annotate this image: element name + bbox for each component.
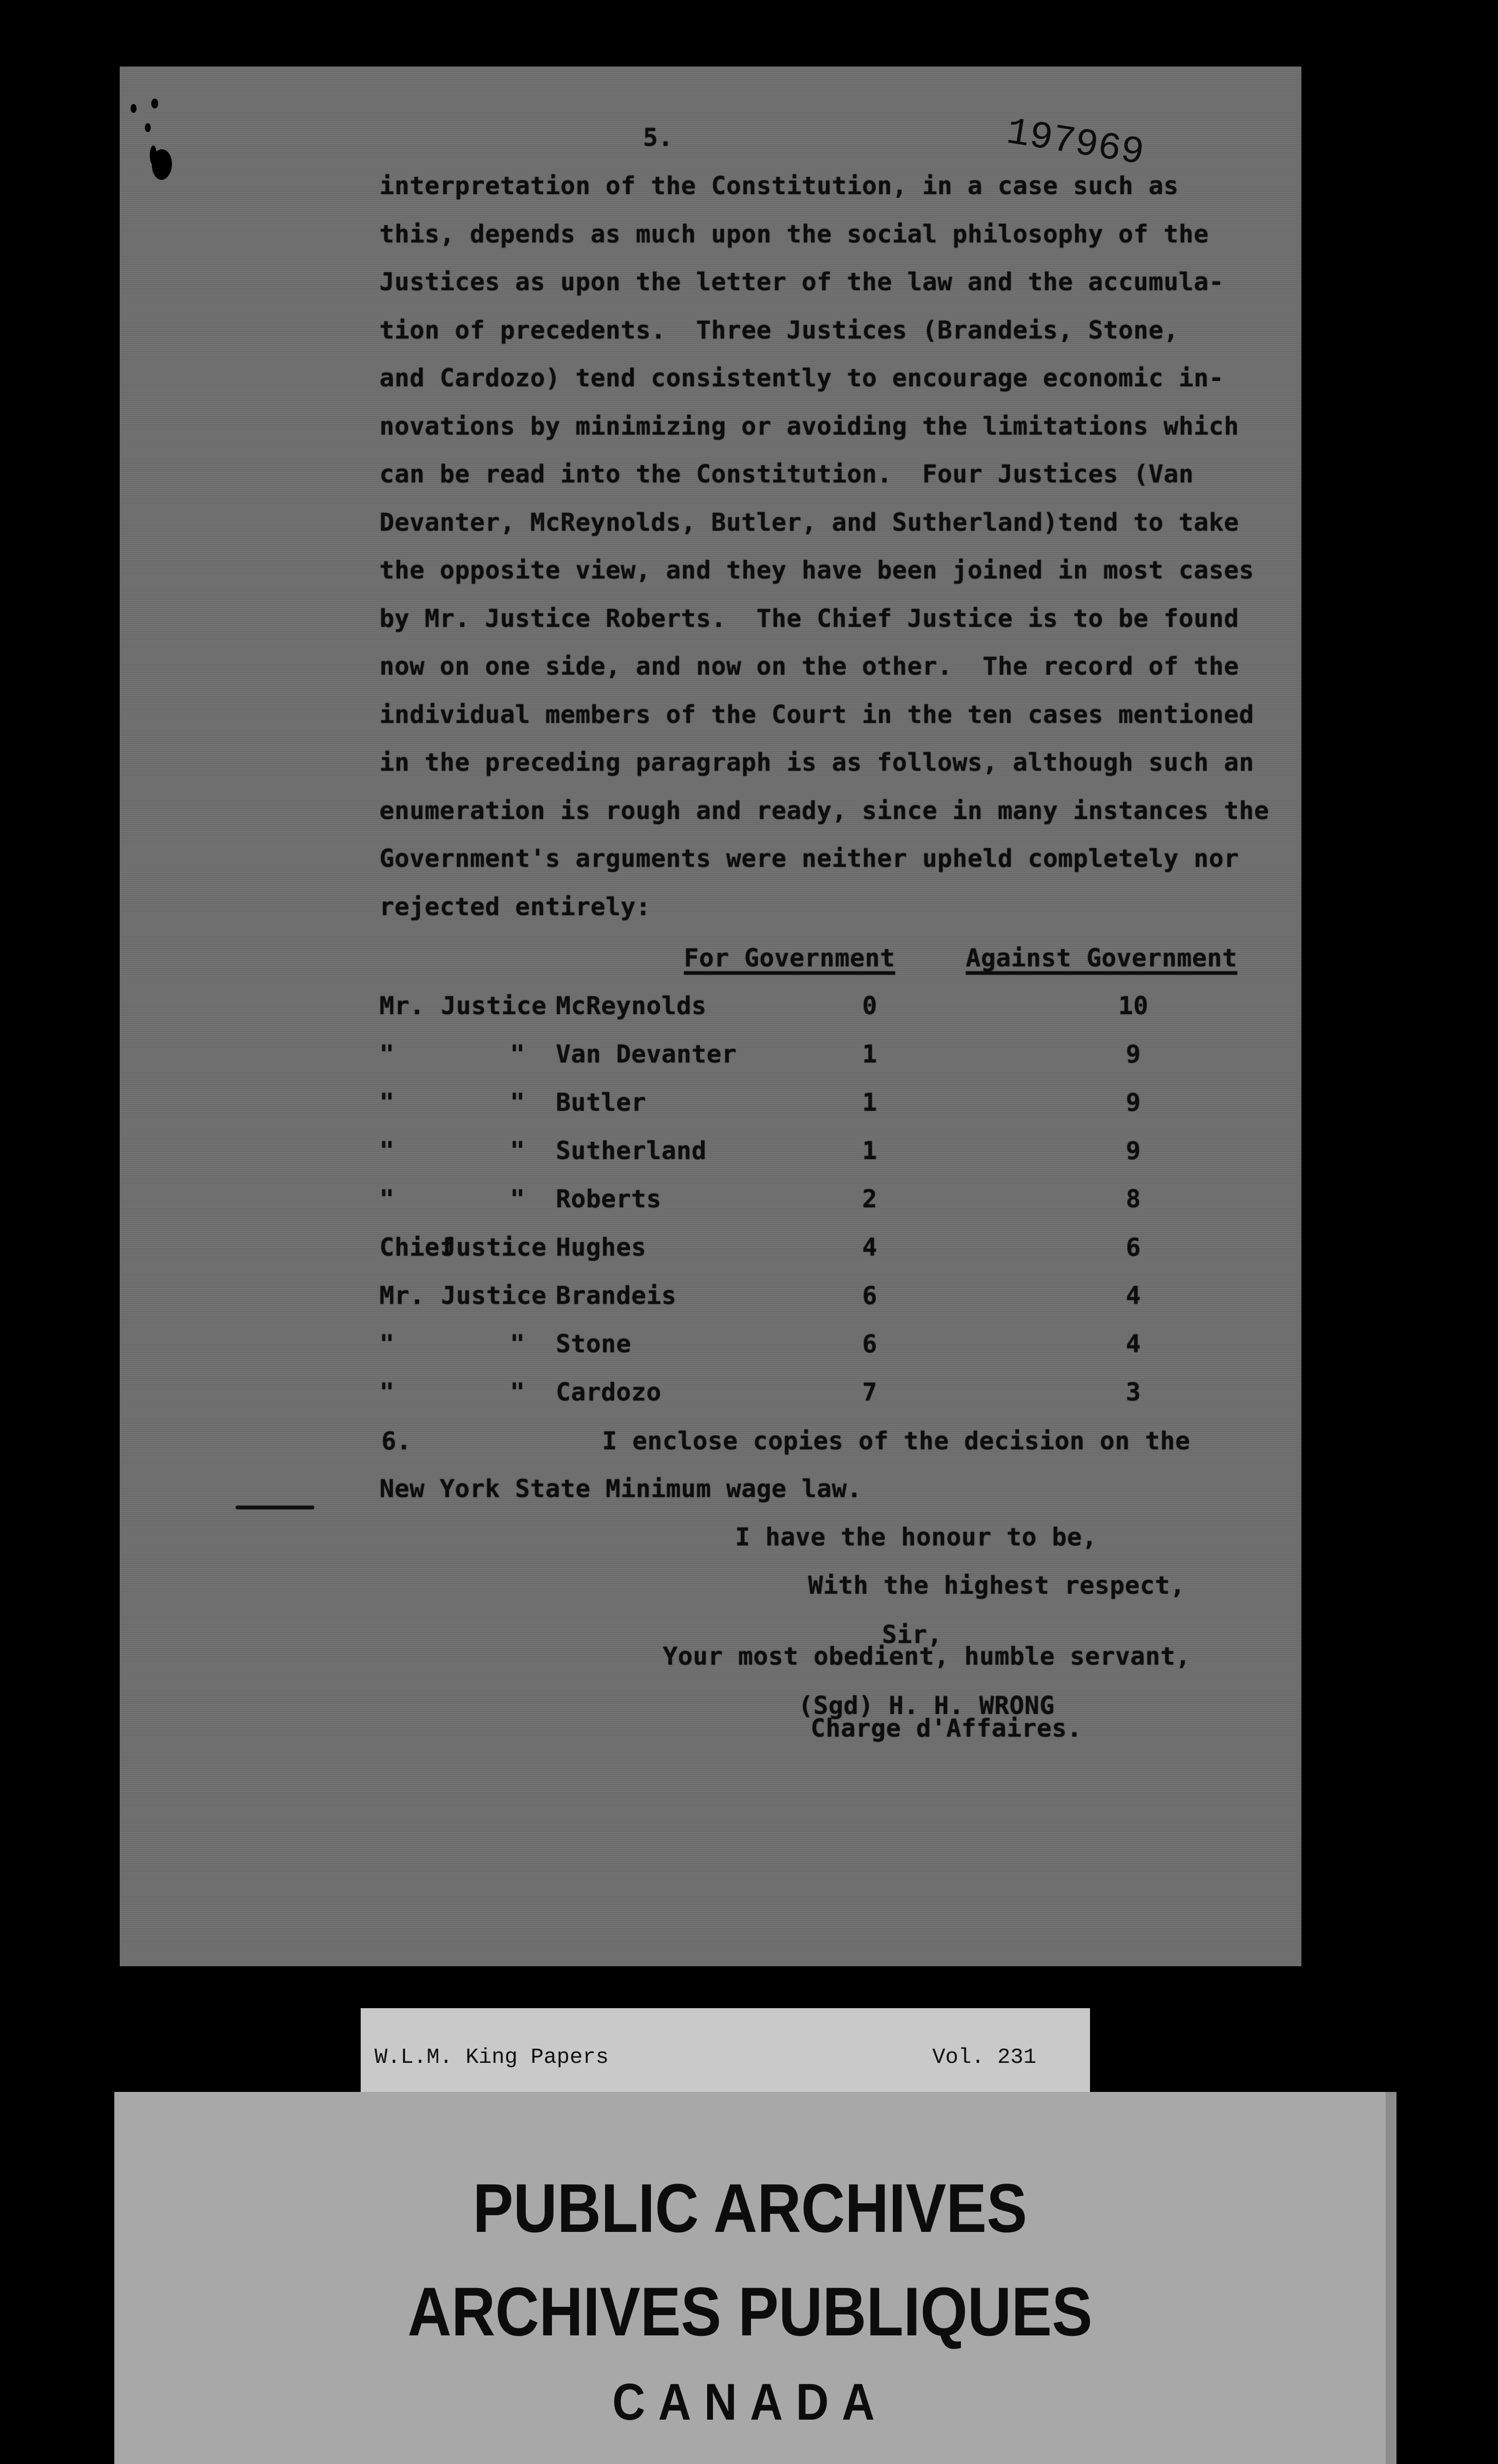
closing-line-2: With the highest respect, <box>808 1571 1186 1600</box>
row-against-government-count: 9 <box>1125 1136 1141 1165</box>
body-line: Devanter, McReynolds, Butler, and Sutherland)tend to take <box>379 508 1239 537</box>
row-against-government-count: 6 <box>1125 1233 1141 1262</box>
paragraph-6-line2: New York State Minimum wage law. <box>379 1474 862 1503</box>
row-for-government-count: 1 <box>862 1040 878 1068</box>
row-prefix-justice: " <box>510 1088 525 1117</box>
row-justice-name: McReynolds <box>556 992 707 1020</box>
row-prefix-justice: " <box>510 1185 525 1213</box>
row-for-government-count: 7 <box>862 1378 878 1406</box>
body-line: this, depends as much upon the social philosophy of the <box>379 219 1209 248</box>
row-prefix-justice: Justice <box>441 1233 547 1262</box>
row-prefix-justice: Justice <box>441 1281 547 1310</box>
row-justice-name: Van Devanter <box>556 1040 737 1068</box>
body-line: can be read into the Constitution. Four Justices (Van <box>379 460 1194 488</box>
body-line: tion of precedents. Three Justices (Brandeis, Stone, <box>379 315 1179 344</box>
row-prefix-title: Mr. <box>379 1281 425 1310</box>
row-against-government-count: 9 <box>1125 1040 1141 1068</box>
row-justice-name: Brandeis <box>556 1281 677 1310</box>
row-for-government-count: 6 <box>862 1330 878 1358</box>
row-against-government-count: 4 <box>1125 1330 1141 1358</box>
row-against-government-count: 9 <box>1125 1088 1141 1117</box>
row-prefix-justice: " <box>510 1136 525 1165</box>
body-line: enumeration is rough and ready, since in many instances the <box>379 796 1269 825</box>
archive-title-english: PUBLIC ARCHIVES <box>473 2169 1027 2247</box>
row-justice-name: Stone <box>556 1330 632 1358</box>
body-line: rejected entirely: <box>379 892 651 921</box>
row-prefix-title: Mr. <box>379 992 425 1020</box>
row-justice-name: Butler <box>556 1088 647 1117</box>
row-for-government-count: 1 <box>862 1136 878 1165</box>
body-line: and Cardozo) tend consistently to encourage economic in- <box>379 364 1224 392</box>
row-justice-name: Hughes <box>556 1233 647 1262</box>
body-line: interpretation of the Constitution, in a case such as <box>379 171 1179 200</box>
body-line: novations by minimizing or avoiding the limitations which <box>379 411 1239 441</box>
row-against-government-count: 4 <box>1125 1281 1141 1310</box>
table-header-against: Against Government <box>966 944 1237 972</box>
body-line: the opposite view, and they have been joined in most cases <box>379 556 1254 584</box>
punch-hole <box>151 99 158 108</box>
row-prefix-title: " <box>379 1136 395 1165</box>
signatory-title: Charge d'Affaires. <box>811 1714 1082 1743</box>
row-justice-name: Sutherland <box>556 1136 707 1165</box>
volume-number: Vol. 231 <box>932 2045 1037 2070</box>
closing-line-4: Your most obedient, humble servant, <box>663 1642 1191 1671</box>
paragraph-6-number: 6. <box>381 1427 412 1455</box>
archive-title-french: ARCHIVES PUBLIQUES <box>408 2273 1092 2350</box>
row-prefix-title: Chief <box>379 1233 455 1262</box>
row-against-government-count: 3 <box>1125 1378 1141 1406</box>
body-line: by Mr. Justice Roberts. The Chief Justice is to be found <box>379 604 1239 633</box>
row-prefix-justice: Justice <box>441 992 547 1020</box>
row-against-government-count: 10 <box>1118 992 1149 1020</box>
row-justice-name: Cardozo <box>556 1378 662 1406</box>
body-line: Justices as upon the letter of the law and the accumula- <box>379 268 1224 296</box>
margin-dash-mark <box>236 1506 314 1509</box>
table-header-for: For Government <box>684 944 895 972</box>
closing-line-3: Sir, <box>882 1620 943 1649</box>
punch-hole <box>145 123 151 132</box>
row-prefix-title: " <box>379 1040 395 1068</box>
archive-card <box>114 2092 1396 2464</box>
row-against-government-count: 8 <box>1125 1185 1141 1213</box>
collection-label-strip <box>361 2008 1090 2097</box>
row-prefix-title: " <box>379 1330 395 1358</box>
archive-country: CANADA <box>612 2373 888 2431</box>
row-prefix-justice: " <box>510 1330 525 1358</box>
row-prefix-title: " <box>379 1185 395 1213</box>
row-prefix-title: " <box>379 1378 395 1406</box>
body-line: now on one side, and now on the other. The record of the <box>379 652 1239 681</box>
punch-hole <box>152 149 171 180</box>
row-for-government-count: 2 <box>862 1185 878 1213</box>
body-line: Government's arguments were neither upheld completely nor <box>379 844 1239 873</box>
page-number: 5. <box>643 123 674 152</box>
row-for-government-count: 4 <box>862 1233 878 1262</box>
row-for-government-count: 6 <box>862 1281 878 1310</box>
collection-name: W.L.M. King Papers <box>374 2045 609 2070</box>
signature: (Sgd) H. H. WRONG <box>798 1691 1055 1720</box>
row-justice-name: Roberts <box>556 1185 662 1213</box>
document-stamp-number: 197969 <box>1003 111 1147 175</box>
punch-hole <box>131 104 136 113</box>
body-line: in the preceding paragraph is as follows, although such an <box>379 748 1254 777</box>
row-for-government-count: 0 <box>862 992 878 1020</box>
paragraph-6-line1: I enclose copies of the decision on the <box>602 1427 1191 1455</box>
closing-line-1: I have the honour to be, <box>735 1523 1097 1551</box>
row-prefix-justice: " <box>510 1040 525 1068</box>
row-prefix-title: " <box>379 1088 395 1117</box>
body-line: individual members of the Court in the ten cases mentioned <box>379 700 1254 729</box>
row-prefix-justice: " <box>510 1378 525 1406</box>
row-for-government-count: 1 <box>862 1088 878 1117</box>
